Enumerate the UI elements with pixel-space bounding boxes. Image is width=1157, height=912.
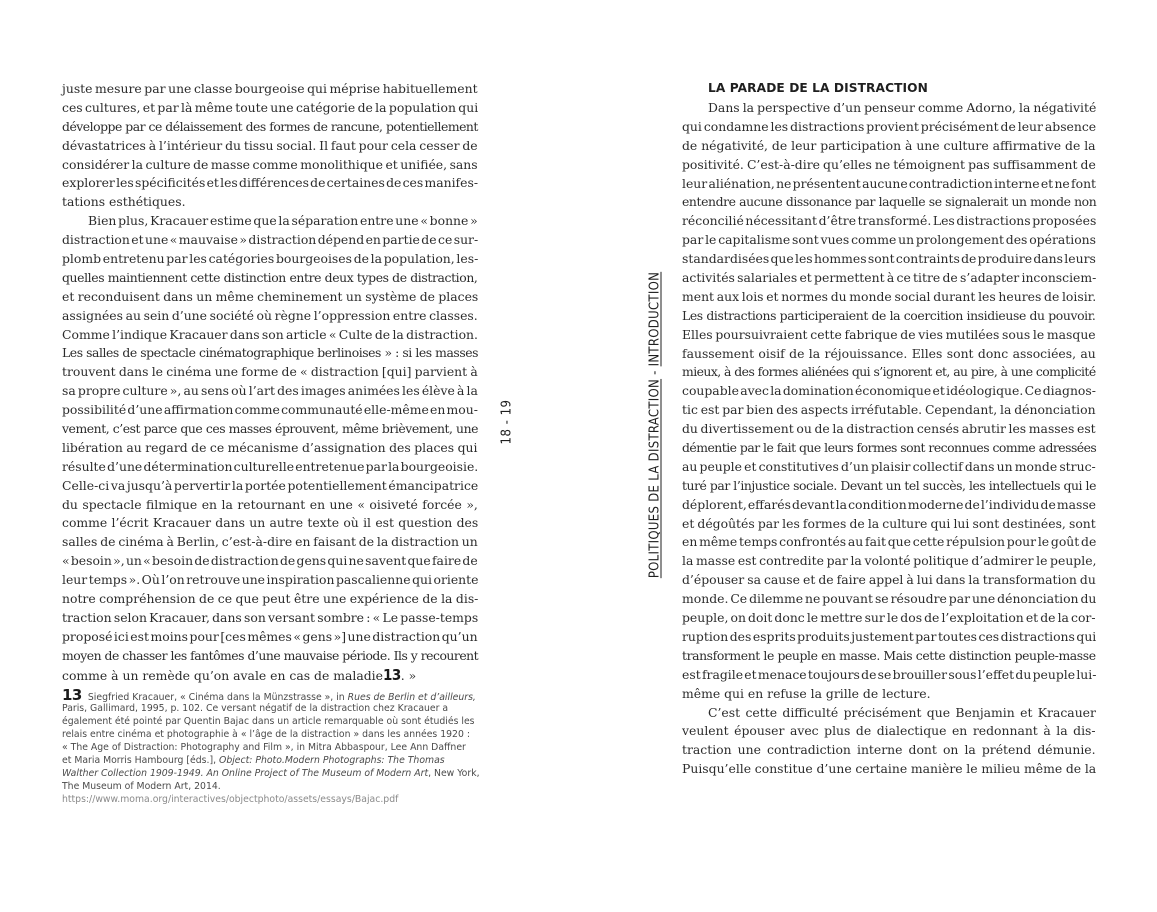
footnote-italic: Object: Photo.Modern Photographs: The Thomas xyxy=(219,755,445,766)
text-line: juste mesure par une classe bourgeoise qui méprise habituellement xyxy=(62,81,478,96)
text-line: explorer les spécificités et les différences de certaines de ces manifes- xyxy=(62,175,479,191)
text-line: entendre aucune dissonance par laquelle se signalerait un monde non xyxy=(682,194,1097,210)
text-line: réconcilié nécessitant d’être transformé. Les distractions proposées xyxy=(682,213,1097,229)
right-page-body xyxy=(682,99,1096,779)
text-line: positivité. C’est-à-dire qu’elles ne témoignent pas suffisamment de xyxy=(682,156,1096,172)
footnote-url-link[interactable]: https://www.moma.org/interactives/objectphoto/assets/essays/Bajac.pdf xyxy=(62,794,399,805)
text-line: mieux, à des formes aliénées qui s’ignorent et, au pire, à une complicité xyxy=(682,364,1096,380)
footnote-italic: Walther Collection 1909-1949. An Online Project of The Museum of Modern Art xyxy=(62,768,429,779)
text-line: activités salariales et permettent à ce titre de s’adapter inconsciem- xyxy=(682,270,1097,286)
text-line: peuple, on doit donc le mettre sur le dos de l’exploitation et de la cor- xyxy=(682,610,1096,626)
text-line: au peuple et constitutives d’un plaisir collectif dans un monde struc- xyxy=(682,458,1096,474)
section-heading: LA PARADE DE LA DISTRACTION xyxy=(708,81,928,95)
left-page xyxy=(62,0,478,912)
footnote-text: Siegfried Kracauer, « Cinéma dans la Münzstrasse », in xyxy=(87,692,348,703)
text-line: qui condamne les distractions provient précisément de leur absence xyxy=(682,118,1097,134)
footnote-number: 13 xyxy=(62,686,82,704)
right-page xyxy=(682,0,1096,912)
text-line: transforment le peuple en masse. Mais cette distinction peuple-masse xyxy=(682,647,1096,663)
text-line: dévastatrices à l’intérieur du tissu social. Il faut pour cela cesser de xyxy=(62,137,478,153)
text-line: du spectacle filmique en la retournant en une « oisiveté forcée », xyxy=(62,496,478,512)
left-page-body xyxy=(62,80,478,685)
text-line: traction une contradiction interne dont on la prétend démunie. xyxy=(682,742,1096,758)
text-line: ruption des esprits produits justement par toutes ces distractions qui xyxy=(682,628,1097,644)
text-line: notre compréhension de ce que peut être une expérience de la dis- xyxy=(62,591,479,607)
footnote-line xyxy=(62,754,478,767)
text-line: Comme l’indique Kracauer dans son article « Culte de la distraction. xyxy=(62,326,478,342)
text-line: moyen de chasser les fantômes d’une mauvaise période. Ils y recourent xyxy=(62,647,479,663)
text-line: Elles poursuivraient cette fabrique de vies mutilées sous le masque xyxy=(682,326,1096,342)
text-line: tic est par bien des aspects irréfutable. Cependant, la dénonciation xyxy=(682,402,1096,418)
footnote-reference[interactable]: 13 xyxy=(382,665,401,684)
text-line: la masse est contredite par la volonté politique d’admirer le peuple, xyxy=(682,553,1097,569)
text-line: du divertissement ou de la distraction censés abrutir les masses est xyxy=(682,421,1096,437)
text-line: résulte d’une détermination culturelle entretenue par la bourgeoisie. xyxy=(62,458,479,474)
text-line: est fragile et menace toujours de se brouiller sous l’effet du peuple lui- xyxy=(682,666,1097,682)
text-line: veulent épouser avec plus de dialectique en redonnant à la dis- xyxy=(682,723,1096,739)
text-line: « besoin », un « besoin de distraction de gens qui ne savent que faire de xyxy=(62,553,478,569)
text-line: leur temps ». Où l’on retrouve une inspiration pascalienne qui oriente xyxy=(62,572,479,588)
footnote xyxy=(62,686,480,806)
text-line: possibilité d’une affirmation comme communauté elle-même en mou- xyxy=(62,402,478,418)
text-line: par le capitalisme sont vues comme un prolongement des opérations xyxy=(682,232,1097,248)
text-line: quelles maintiennent cette distinction entre deux types de distraction, xyxy=(62,269,478,285)
text-line: vement, c’est parce que ces masses éprouvent, même brièvement, une xyxy=(62,421,479,437)
page-numbers: 18 - 19 xyxy=(499,399,515,445)
paragraph xyxy=(62,212,478,665)
text-line: ment aux lois et normes du monde social durant les heures de loisir. xyxy=(682,288,1097,304)
footnote-line: The Museum of Modern Art, 2014. xyxy=(62,781,221,792)
text-line: Les distractions participeraient de la coercition insidieuse du pouvoir. xyxy=(682,307,1096,323)
text-line: d’épouser sa cause et de faire appel à lui dans la transformation du xyxy=(682,572,1096,588)
section-title: INTRODUCTION xyxy=(647,271,663,367)
text-line: assignées au sein d’une société où règne l’oppression entre classes. xyxy=(62,307,478,323)
footnote-text: , New York, xyxy=(428,768,480,779)
header-separator: - xyxy=(647,366,663,379)
footnote-line: également été pointé par Quentin Bajac dans un article remarquable où sont étudiés les xyxy=(62,716,475,727)
text-line: coupable avec la domination économique et idéologique. Ce diagnos- xyxy=(682,383,1096,399)
last-line-text: comme à un remède qu’on avale en cas de maladie xyxy=(62,667,383,683)
text-line: faussement oisif de la réjouissance. Elles sont donc associées, au xyxy=(682,345,1096,361)
text-line: monde. Ce dilemme ne pouvant se résoudre par une dénonciation du xyxy=(682,591,1097,607)
footnote-line: « The Age of Distraction: Photography and Film », in Mitra Abbaspour, Lee Ann Daffner xyxy=(62,742,466,753)
footnote-line xyxy=(62,767,478,780)
paragraph xyxy=(682,704,1096,780)
text-line: sa propre culture », au sens où l’art des images animées les élève à la xyxy=(62,383,478,399)
text-line: libération au regard de ce mécanisme d’assignation des places qui xyxy=(62,439,478,455)
footnote-line: Paris, Gallimard, 1995, p. 102. Ce versant négatif de la distraction chez Kracauer a xyxy=(62,703,449,714)
text-line: démentie par le fait que leurs formes sont reconnues comme adressées xyxy=(682,440,1097,456)
text-line: et dégoûtés par les formes de la culture qui lui sont destinées, sont xyxy=(682,515,1096,531)
text-line: Celle-ci va jusqu’à pervertir la portée potentiellement émancipatrice xyxy=(62,477,479,493)
footnote-italic: Rues de Berlin et d’ailleurs, xyxy=(347,692,476,703)
paragraph xyxy=(62,80,478,212)
text-line: Bien plus, Kracauer estime que la séparation entre une « bonne » xyxy=(88,213,478,229)
text-line: déplorent, effarés devant la condition moderne de l’individu de masse xyxy=(682,496,1097,512)
book-title: POLITIQUES DE LA DISTRACTION xyxy=(647,378,663,579)
text-line: Les salles de spectacle cinématographique berlinoises » : si les masses xyxy=(62,345,479,361)
footnote-line xyxy=(62,686,478,704)
text-line: turé par l’injustice sociale. Devant un tel succès, les intellectuels qui le xyxy=(682,477,1096,493)
text-line: comme l’écrit Kracauer dans un autre texte où il est question des xyxy=(62,515,479,531)
text-line: Dans la perspective d’un penseur comme Adorno, la négativité xyxy=(708,100,1097,115)
footnote-text: et Maria Morris Hambourg [éds.], xyxy=(62,755,219,766)
text-line: leur aliénation, ne présentent aucune contradiction interne et ne font xyxy=(682,175,1097,191)
text-line: et reconduisent dans un même cheminement un système de places xyxy=(62,288,479,304)
text-line: considérer la culture de masse comme monolithique et unifiée, sans xyxy=(62,156,478,172)
paragraph xyxy=(682,99,1096,704)
footnote-line: relais entre cinéma et photographie à « l’âge de la distraction » dans les années 1920 : xyxy=(62,729,470,740)
last-line-end: . » xyxy=(400,667,417,683)
text-line: traction selon Kracauer, dans son versant sombre : « Le passe-temps xyxy=(62,609,479,625)
text-line: Puisqu’elle constitue d’une certaine manière le milieu même de la xyxy=(682,761,1097,777)
text-line: proposé ici est moins pour [ces mêmes « gens »] une distraction qu’un xyxy=(62,628,478,644)
text-line: distraction et une « mauvaise » distraction dépend en partie de ce sur- xyxy=(62,232,479,248)
text-line: même qui en refuse la grille de lecture. xyxy=(682,685,931,701)
text-line: tations esthétiques. xyxy=(62,194,186,210)
text-line: standardisées que les hommes sont contraints de produire dans leurs xyxy=(682,251,1096,267)
text-line: en même temps confrontés au fait que cette répulsion pour le goût de xyxy=(682,534,1097,550)
text-line: de négativité, de leur participation à une culture affirmative de la xyxy=(682,137,1096,153)
text-line: plomb entretenu par les catégories bourgeoises de la population, les- xyxy=(62,251,479,267)
running-header xyxy=(648,272,663,578)
text-line: développe par ce délaissement des formes de rancune, potentiellement xyxy=(62,118,478,134)
text-line: C’est cette difficulté précisément que Benjamin et Kracauer xyxy=(708,704,1096,720)
text-line: trouvent dans le cinéma une forme de « distraction [qui] parvient à xyxy=(62,364,478,380)
text-line: salles de cinéma à Berlin, c’est-à-dire en faisant de la distraction un xyxy=(62,534,478,550)
last-line xyxy=(62,666,478,685)
text-line: ces cultures, et par là même toute une catégorie de la population qui xyxy=(62,99,479,115)
